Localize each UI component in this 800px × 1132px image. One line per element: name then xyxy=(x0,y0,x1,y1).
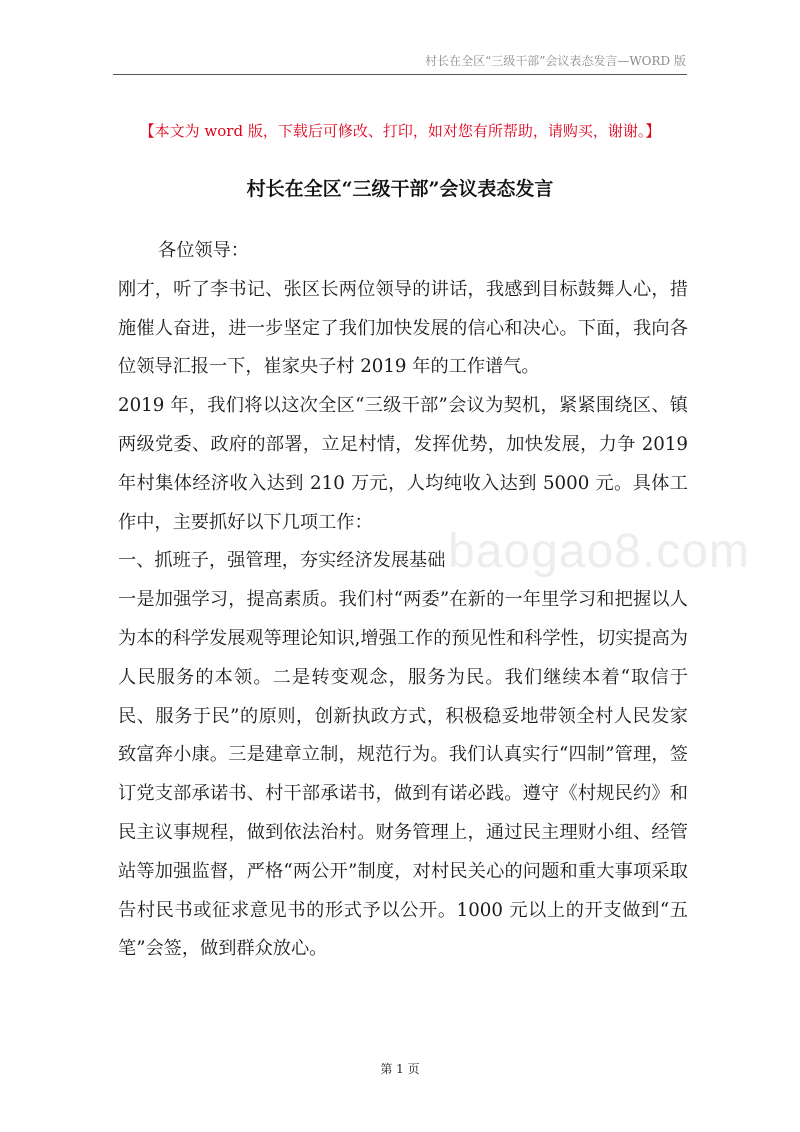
document-title: 村长在全区“三级干部”会议表态发言 xyxy=(246,178,554,200)
paragraph-goals: 2019 年，我们将以这次全区“三级干部”会议为契机，紧紧围绕区、镇两级党委、政府的部署，立足村情，发挥优势，加快发展，力争 2019 年村集体经济收入达到 210 万元，人均纯收入达到 5000 元。具体工作中，主要抓好以下几项工作： xyxy=(118,395,688,533)
page-number: 第 1 页 xyxy=(380,1062,420,1076)
document-body xyxy=(118,232,688,969)
section-heading: 一、抓班子，强管理，夯实经济发展基础 xyxy=(118,550,446,572)
watermark: baogao8.com xyxy=(448,525,750,578)
paragraph-measures: 一是加强学习，提高素质。我们村“两委”在新的一年里学习和把握以人为本的科学发展观等理论知识,增强工作的预见性和科学性，切实提高为人民服务的本领。二是转变观念，服务为民。我们继续本着“取信于民、服务于民”的原则，创新执政方式，积极稳妥地带领全村人民发家致富奔小康。三是建章立制，规范行为。我们认真实行“四制”管理，签订党支部承诺书、村干部承诺书，做到有诺必践。遵守《村规民约》和民主议事规程，做到依法治村。财务管理上，通过民主理财小组、经管站等加强监督，严格“两公开”制度，对村民关心的问题和重大事项采取告村民书或征求意见书的形式予以公开。1000 元以上的开支做到“五笔”会签，做到群众放心。 xyxy=(118,589,688,960)
paragraph-intro: 刚才，听了李书记、张区长两位领导的讲话，我感到目标鼓舞人心，措施催人奋进，进一步坚定了我们加快发展的信心和决心。下面，我向各位领导汇报一下，崔家央子村 2019 年的工作谱气。 xyxy=(118,278,688,378)
header-divider xyxy=(113,74,687,75)
running-header: 村长在全区“三级干部”会议表态发言—WORD 版 xyxy=(425,54,686,68)
purchase-notice: 【本文为 word 版，下载后可修改、打印，如对您有所帮助，请购买，谢谢。】 xyxy=(139,122,661,140)
greeting: 各位领导： xyxy=(158,240,249,261)
